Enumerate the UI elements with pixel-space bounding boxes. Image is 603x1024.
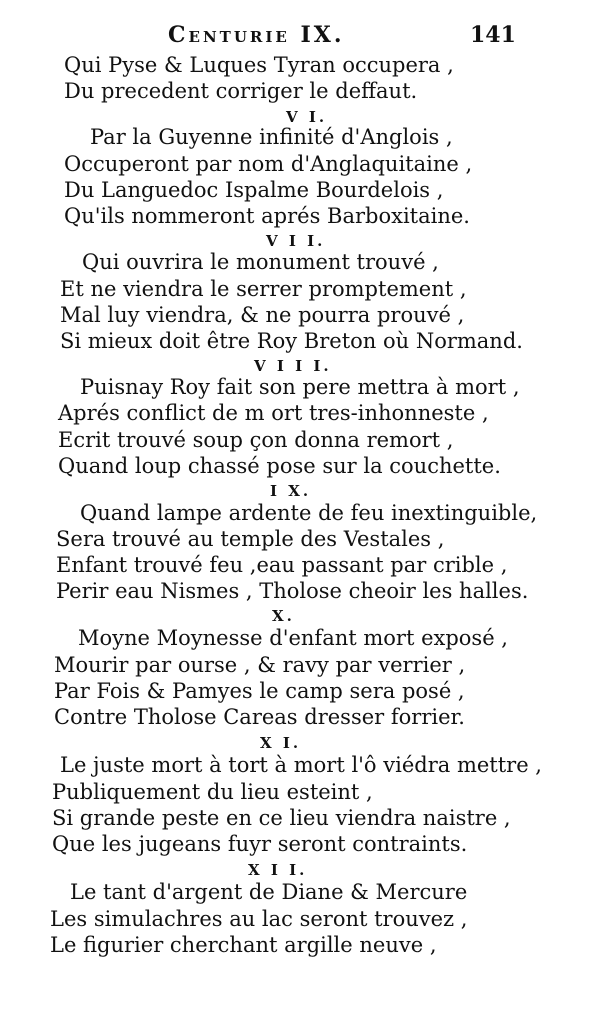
quatrain-numeral: V I. <box>286 108 328 126</box>
verse-line: Publiquement du lieu esteint , <box>52 780 373 804</box>
verse-line: Contre Tholose Careas dresser forrier. <box>54 705 465 729</box>
verse-line: Perir eau Nismes , Tholose cheoir les halles. <box>56 579 529 603</box>
verse-line: Le figurier cherchant argille neuve , <box>50 933 437 957</box>
quatrain-numeral: X I I. <box>248 861 308 879</box>
verse-line: Moyne Moynesse d'enfant mort exposé , <box>78 626 508 650</box>
verse-line: Que les jugeans fuyr seront contraints. <box>52 832 468 856</box>
page-header <box>0 22 603 52</box>
verse-line: Si mieux doit être Roy Breton où Normand. <box>60 329 523 353</box>
verse-line: Qu'ils nommeront aprés Barboxitaine. <box>64 204 470 228</box>
verse-line: Le juste mort à tort à mort l'ô viédra mettre , <box>60 753 542 777</box>
quatrain-numeral: X I. <box>260 734 302 752</box>
verse-line: Quand lampe ardente de feu inextinguible, <box>80 501 538 525</box>
verse-line: Qui ouvrira le monument trouvé , <box>82 250 439 274</box>
quatrain-numeral: I X. <box>270 482 312 500</box>
verse-line: Mal luy viendra, & ne pourra prouvé , <box>60 303 465 327</box>
quatrain-numeral: X. <box>272 607 295 625</box>
verse-line: Du precedent corriger le deffaut. <box>64 79 418 103</box>
verse-line: Enfant trouvé feu ,eau passant par crible , <box>56 553 508 577</box>
page-number: 141 <box>470 22 516 48</box>
verse-line: Quand loup chassé pose sur la couchette. <box>58 454 501 478</box>
verse-line: Les simulachres au lac seront trouvez , <box>50 907 468 931</box>
verse-line: Sera trouvé au temple des Vestales , <box>56 527 445 551</box>
verse-line: Par la Guyenne infinité d'Anglois , <box>90 125 453 149</box>
verse-line: Et ne viendra le serrer promptement , <box>60 277 467 301</box>
verse-line: Aprés conflict de m ort tres-inhonneste , <box>58 401 489 425</box>
verse-line: Si grande peste en ce lieu viendra naistre , <box>52 806 511 830</box>
verse-line: Puisnay Roy fait son pere mettra à mort , <box>80 375 520 399</box>
verse-line: Le tant d'argent de Diane & Mercure <box>70 880 468 904</box>
verse-line: Par Fois & Pamyes le camp sera posé , <box>54 679 465 703</box>
verse-line: Occuperont par nom d'Anglaquitaine , <box>64 152 473 176</box>
verse-line: Mourir par ourse , & ravy par verrier , <box>54 653 466 677</box>
verse-line: Ecrit trouvé soup çon donna remort , <box>58 428 454 452</box>
verse-line: Du Languedoc Ispalme Bourdelois , <box>64 178 444 202</box>
verse-line: Qui Pyse & Luques Tyran occupera , <box>64 53 454 77</box>
quatrain-numeral: V I I I. <box>254 357 332 375</box>
running-title: Centurie IX. <box>168 22 345 48</box>
quatrain-numeral: V I I. <box>266 232 326 250</box>
